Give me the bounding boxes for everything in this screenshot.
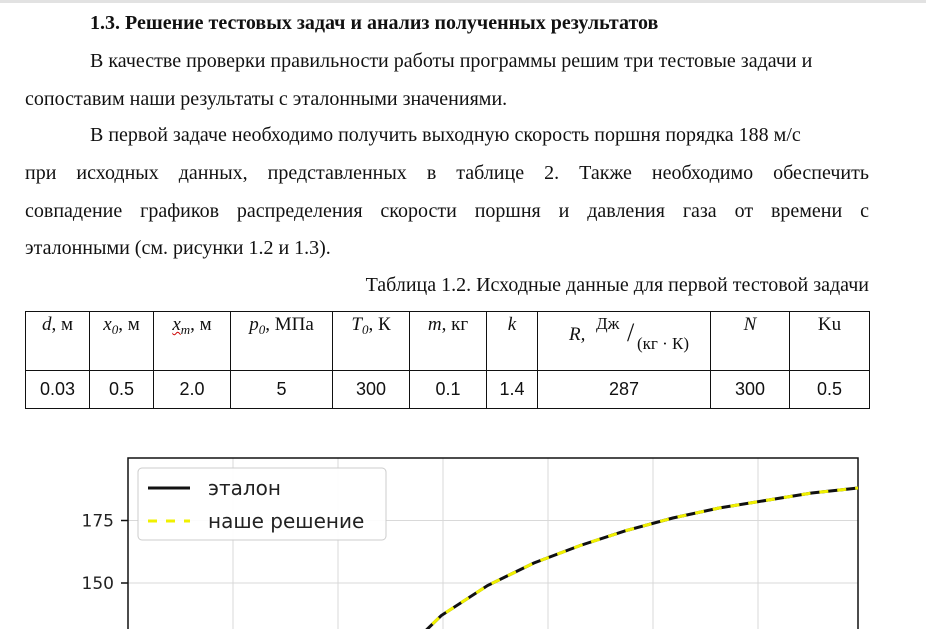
value-m: 0.1 (410, 371, 487, 409)
parameters-table (25, 311, 870, 409)
value-d: 0.03 (26, 371, 90, 409)
header-ku: Ku (790, 312, 870, 371)
velocity-chart (0, 440, 926, 629)
chart-legend (138, 468, 386, 540)
y-axis (82, 512, 128, 629)
paragraph-2-line-3: совпадение графиков распределения скорости поршня и давления газа от времени с (25, 200, 869, 222)
legend-our-solution-label: наше решение (208, 509, 365, 533)
table-values-row (26, 371, 870, 409)
value-xm: 2.0 (154, 371, 231, 409)
value-k: 1.4 (487, 371, 538, 409)
y-tick-label: 175 (81, 511, 114, 532)
series-reference-line (395, 488, 858, 629)
paragraph-2-line-2: при исходных данных, представленных в таблице 2. Также необходимо обеспечить (25, 162, 869, 184)
header-xm: $x_m$, м (154, 312, 231, 371)
value-x0: 0.5 (90, 371, 154, 409)
header-k: k (487, 312, 538, 371)
section-heading: 1.3. Решение тестовых задач и анализ полученных результатов (90, 12, 659, 34)
header-m: m, кг (410, 312, 487, 371)
table-caption: Таблица 1.2. Исходные данные для первой тестовой задачи (365, 274, 869, 296)
header-t0: $T_0$, К (333, 312, 410, 371)
table-header-row (26, 312, 870, 371)
header-r (538, 312, 711, 371)
value-n: 300 (711, 371, 790, 409)
header-x0: $x_0$, м (90, 312, 154, 371)
value-t0: 300 (333, 371, 410, 409)
paragraph-1-line-2: сопоставим наши результаты с эталонными значениями. (25, 88, 508, 110)
y-tick-label: 150 (81, 574, 114, 594)
header-p0: $p_0$, МПа (231, 312, 333, 371)
page-top-border (0, 0, 926, 3)
paragraph-2-line-1: В первой задаче необходимо получить выходную скорость поршня порядка 188 м/с (90, 124, 801, 146)
header-d: d, м (26, 312, 90, 371)
series-our-solution-line (395, 488, 858, 629)
gas-constant-fraction: R, Дж / (кг · К) (569, 314, 690, 353)
paragraph-1-line-1: В качестве проверки правильности работы программы решим три тестовые задачи и (90, 50, 813, 72)
value-p0: 5 (231, 371, 333, 409)
legend-reference-label: эталон (208, 476, 281, 500)
value-ku: 0.5 (790, 371, 870, 409)
paragraph-2-line-4: эталонными (см. рисунки 1.2 и 1.3). (25, 237, 331, 259)
value-r: 287 (538, 371, 711, 409)
header-n: N (711, 312, 790, 371)
